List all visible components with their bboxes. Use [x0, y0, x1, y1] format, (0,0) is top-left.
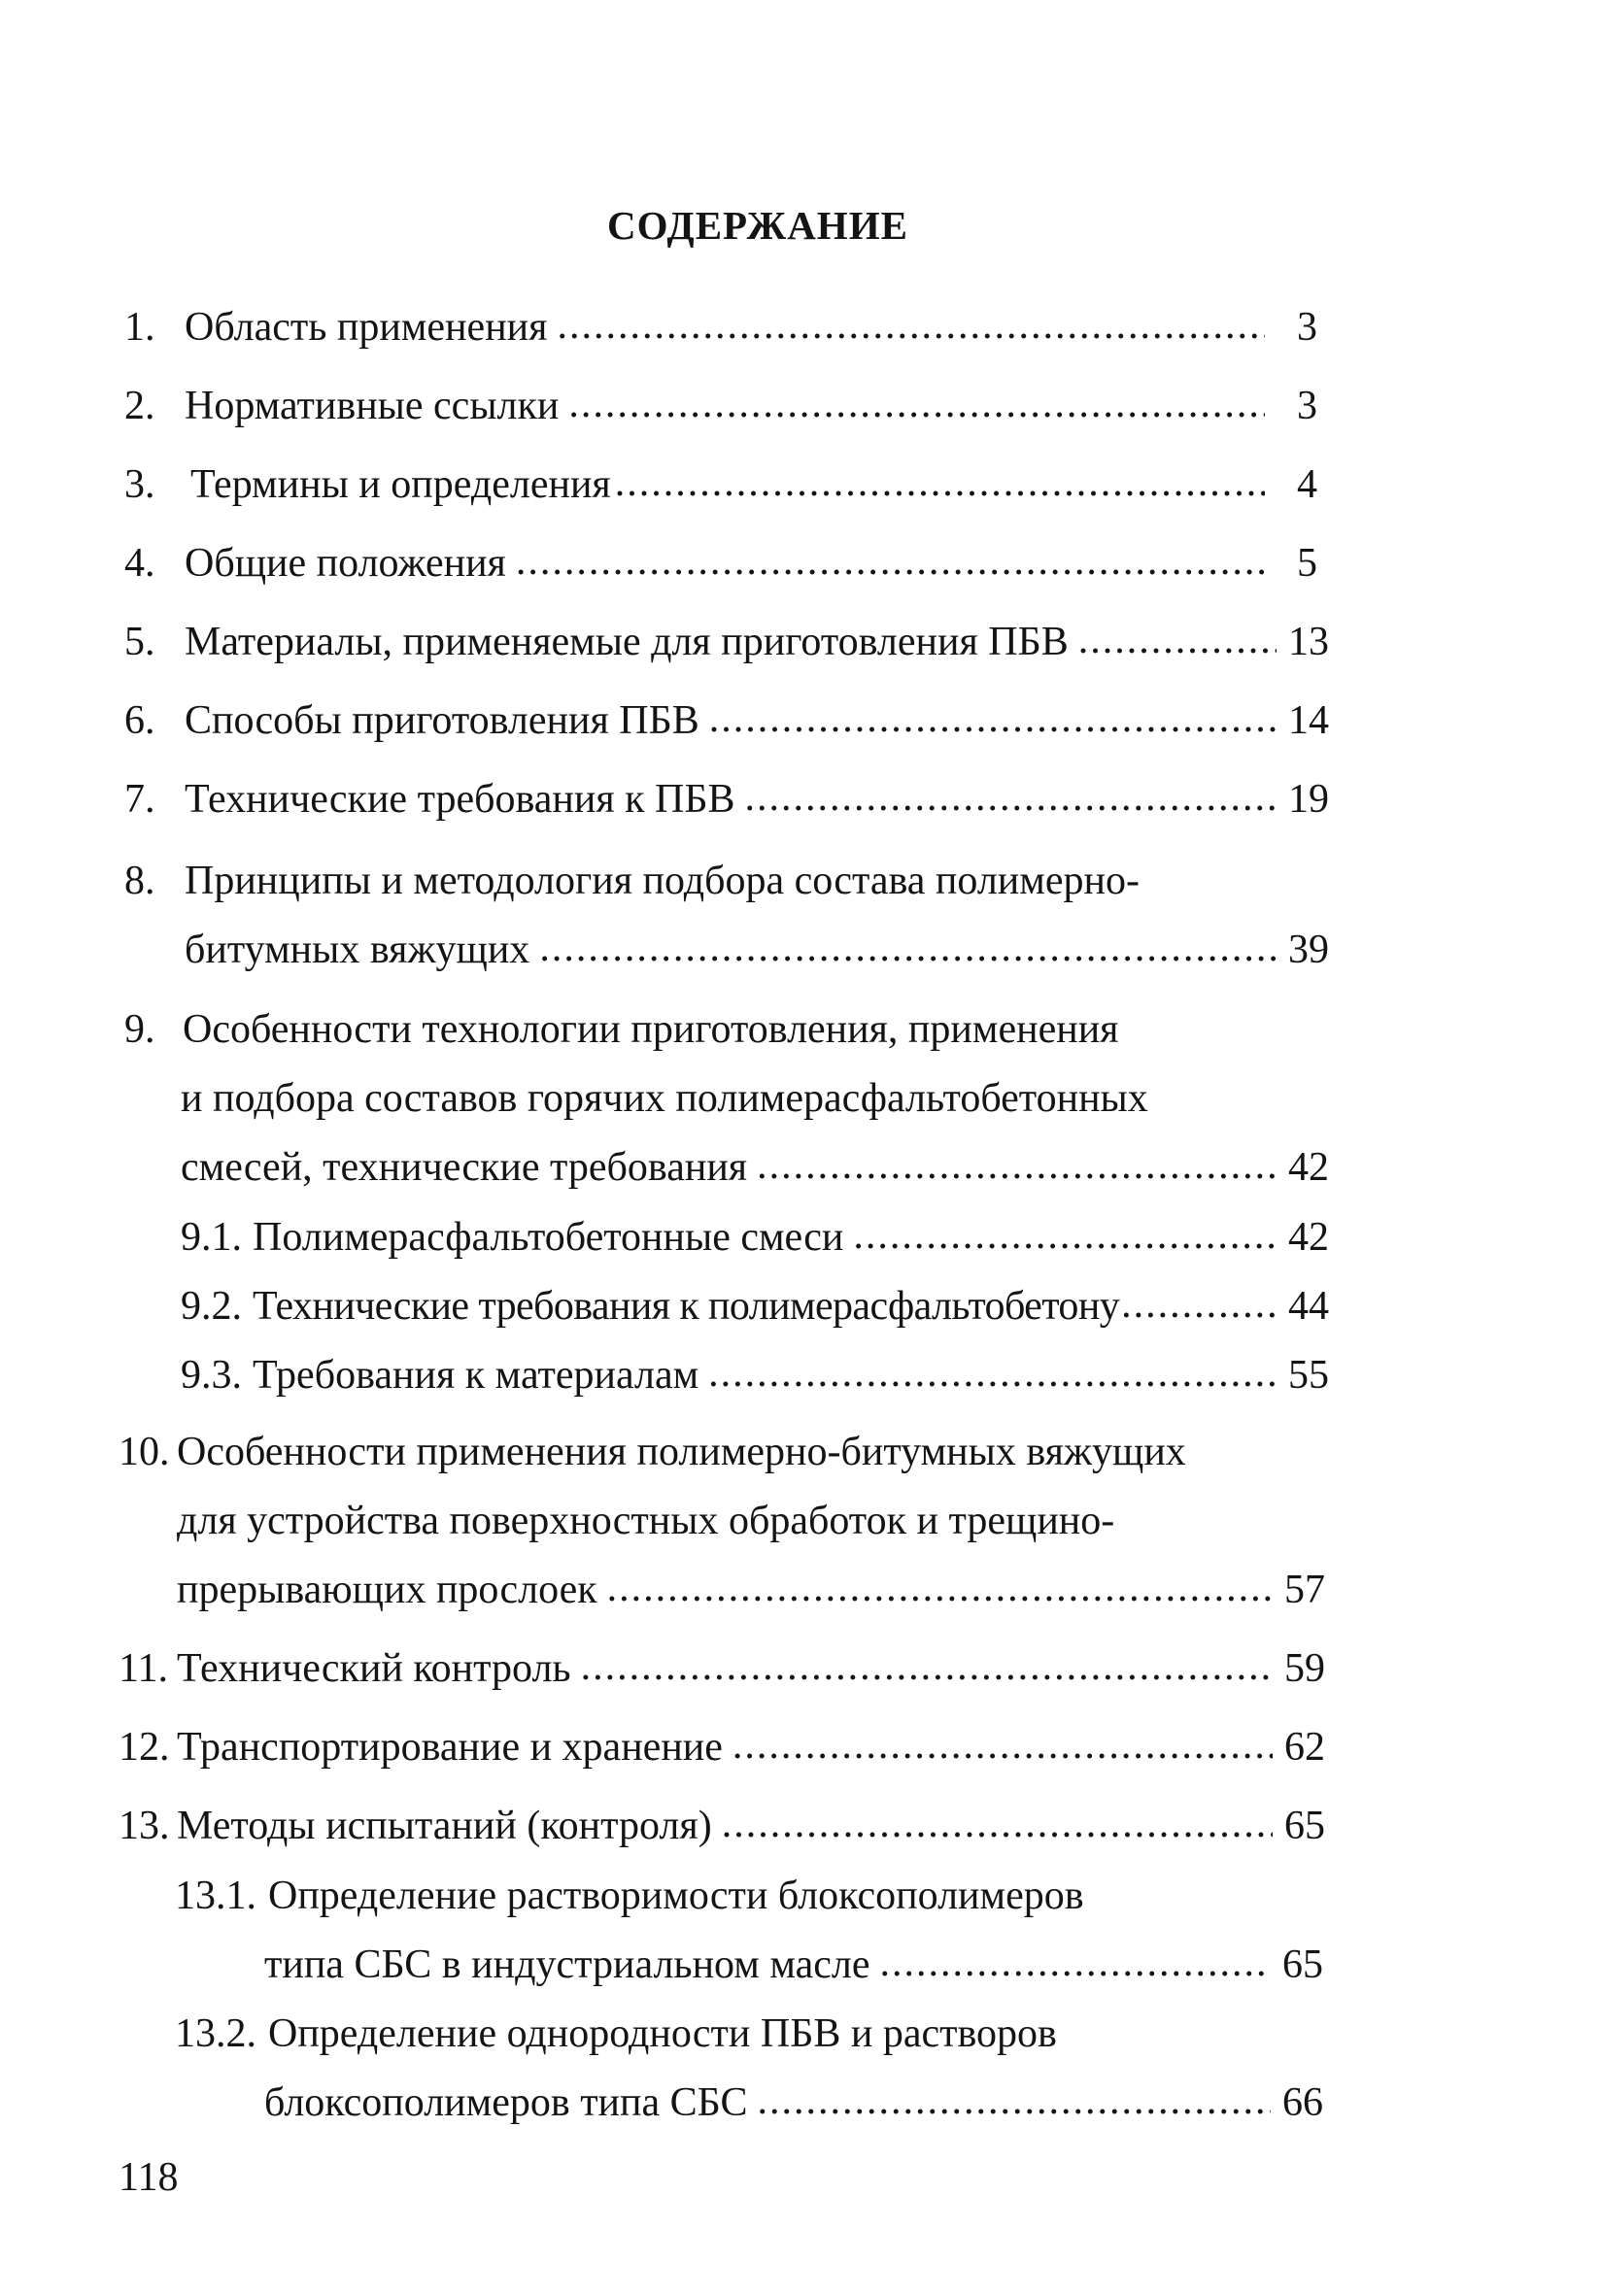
toc-page: 42 [1288, 1145, 1329, 1190]
toc-entry-10-line-2 [177, 1497, 1114, 1545]
toc-entry-9-line-1 [124, 1005, 1119, 1054]
dot-leader [1121, 1280, 1277, 1329]
toc-title-text: Особенности технологии приготовления, применения [183, 1007, 1119, 1052]
dot-leader [758, 2077, 1272, 2125]
dot-leader [722, 1800, 1273, 1848]
toc-page: 55 [1288, 1353, 1329, 1398]
dot-leader [708, 1349, 1277, 1398]
toc-entry-9-3 [181, 1351, 1329, 1400]
toc-entry-2 [124, 382, 1317, 430]
toc-entry-13-2-line-1 [175, 2009, 1057, 2058]
toc-title-text: типа СБС в индустриальном масле [264, 1942, 870, 1987]
toc-title: СОДЕРЖАНИЕ [607, 203, 908, 248]
toc-title-text: Принципы и методология подбора состава полимерно- [185, 859, 1140, 903]
toc-page: 65 [1282, 1942, 1323, 1987]
toc-entry-1 [124, 303, 1317, 352]
dot-leader [853, 1211, 1277, 1260]
toc-entry-9-line-2 [181, 1074, 1148, 1123]
toc-title-text: Определение растворимости блоксополимеров [268, 1874, 1084, 1918]
toc-title-text: Технический контроль [177, 1646, 571, 1691]
toc-entry-10-line-1 [119, 1428, 1186, 1476]
toc-title-text: смесей, технические требования [181, 1145, 748, 1190]
toc-title-text: блоксополимеров типа СБС [264, 2080, 748, 2125]
toc-title-text: для устройства поверхностных обработок и трещино- [177, 1499, 1115, 1543]
toc-page: 3 [1297, 384, 1317, 428]
toc-entry-13 [119, 1802, 1325, 1850]
toc-title-text: Общие положения [185, 541, 506, 586]
toc-page: 4 [1297, 462, 1317, 507]
toc-number: 6. [124, 698, 155, 743]
toc-entry-4 [124, 539, 1317, 588]
toc-number: 11. [119, 1646, 168, 1691]
toc-number: 9.2. [181, 1284, 242, 1329]
toc-number: 8. [124, 859, 155, 903]
dot-leader [732, 1721, 1273, 1770]
toc-title-text: Определение однородности ПБВ и растворов [268, 2011, 1057, 2056]
dot-leader [615, 458, 1265, 507]
toc-number: 9.1. [181, 1215, 242, 1260]
dot-leader [1078, 616, 1277, 664]
dot-leader [709, 694, 1277, 743]
toc-number: 13. [119, 1804, 170, 1848]
dot-leader [539, 924, 1277, 972]
toc-title-text: Транспортирование и хранение [177, 1725, 723, 1770]
toc-page: 39 [1288, 928, 1329, 972]
toc-title-text: битумных вяжущих [185, 928, 530, 972]
toc-entry-6 [124, 696, 1329, 745]
toc-title-text: Термины и определения [190, 462, 611, 507]
toc-number: 12. [119, 1725, 170, 1770]
toc-title-text: Материалы, применяемые для приготовления ПБВ [185, 620, 1069, 664]
toc-entry-8-line-1 [124, 857, 1140, 905]
toc-page: 19 [1288, 777, 1329, 822]
toc-entry-3 [124, 460, 1317, 509]
toc-entry-10-line-3 [177, 1566, 1325, 1614]
toc-page: 44 [1288, 1284, 1329, 1329]
toc-title-text: Нормативные ссылки [185, 384, 560, 428]
toc-entry-8-line-2 [185, 926, 1329, 974]
toc-page: 66 [1282, 2080, 1323, 2125]
toc-number: 7. [124, 777, 155, 822]
toc-page: 42 [1288, 1215, 1329, 1260]
toc-number: 10. [119, 1430, 170, 1474]
toc-entry-9-1 [181, 1213, 1329, 1262]
toc-entry-13-2-line-2 [264, 2078, 1323, 2127]
toc-entry-11 [119, 1644, 1325, 1693]
dot-leader [516, 537, 1265, 586]
toc-title-text: Способы приготовления ПБВ [185, 698, 699, 743]
toc-title-text: Технические требования к полимерасфальтобетону [253, 1284, 1120, 1329]
toc-title-text: Требования к материалам [253, 1353, 699, 1398]
toc-page: 62 [1284, 1725, 1325, 1770]
toc-number: 9. [124, 1007, 155, 1052]
dot-leader [568, 380, 1265, 428]
toc-entry-7 [124, 775, 1329, 824]
dot-leader [581, 1642, 1273, 1691]
toc-page: 3 [1297, 305, 1317, 350]
toc-number: 2. [124, 384, 155, 428]
toc-page: 14 [1288, 698, 1329, 743]
toc-entry-9-2 [181, 1282, 1329, 1331]
toc-number: 1. [124, 305, 155, 350]
toc-number: 4. [124, 541, 155, 586]
dot-leader [607, 1564, 1273, 1612]
toc-title-text: Особенности применения полимерно-битумных вяжущих [177, 1430, 1186, 1474]
toc-title-text: Полимерасфальтобетонные смеси [253, 1215, 844, 1260]
toc-number: 5. [124, 620, 155, 664]
toc-title-text: и подбора составов горячих полимерасфальтобетонных [181, 1076, 1148, 1121]
toc-title-text: прерывающих прослоек [177, 1568, 597, 1612]
toc-number: 13.1. [175, 1874, 256, 1918]
toc-number: 9.3. [181, 1353, 242, 1398]
toc-entry-13-1-line-2 [264, 1941, 1323, 1989]
toc-entry-9-line-3 [181, 1143, 1329, 1192]
toc-number: 3. [124, 462, 155, 507]
toc-page: 13 [1288, 620, 1329, 664]
page-number: 118 [119, 2155, 179, 2200]
toc-page: 59 [1284, 1646, 1325, 1691]
toc-page: 5 [1297, 541, 1317, 586]
toc-title-text: Методы испытаний (контроля) [177, 1804, 712, 1848]
dot-leader [880, 1939, 1272, 1987]
toc-entry-13-1-line-1 [175, 1872, 1084, 1920]
toc-entry-12 [119, 1723, 1325, 1772]
toc-page: 65 [1284, 1804, 1325, 1848]
toc-entry-5 [124, 618, 1329, 666]
toc-title-text: Область применения [185, 305, 548, 350]
dot-leader [557, 301, 1265, 350]
toc-page: 57 [1284, 1568, 1325, 1612]
toc-number: 13.2. [175, 2011, 256, 2056]
dot-leader [757, 1141, 1277, 1190]
toc-title-text: Технические требования к ПБВ [185, 777, 735, 822]
dot-leader [745, 773, 1277, 822]
